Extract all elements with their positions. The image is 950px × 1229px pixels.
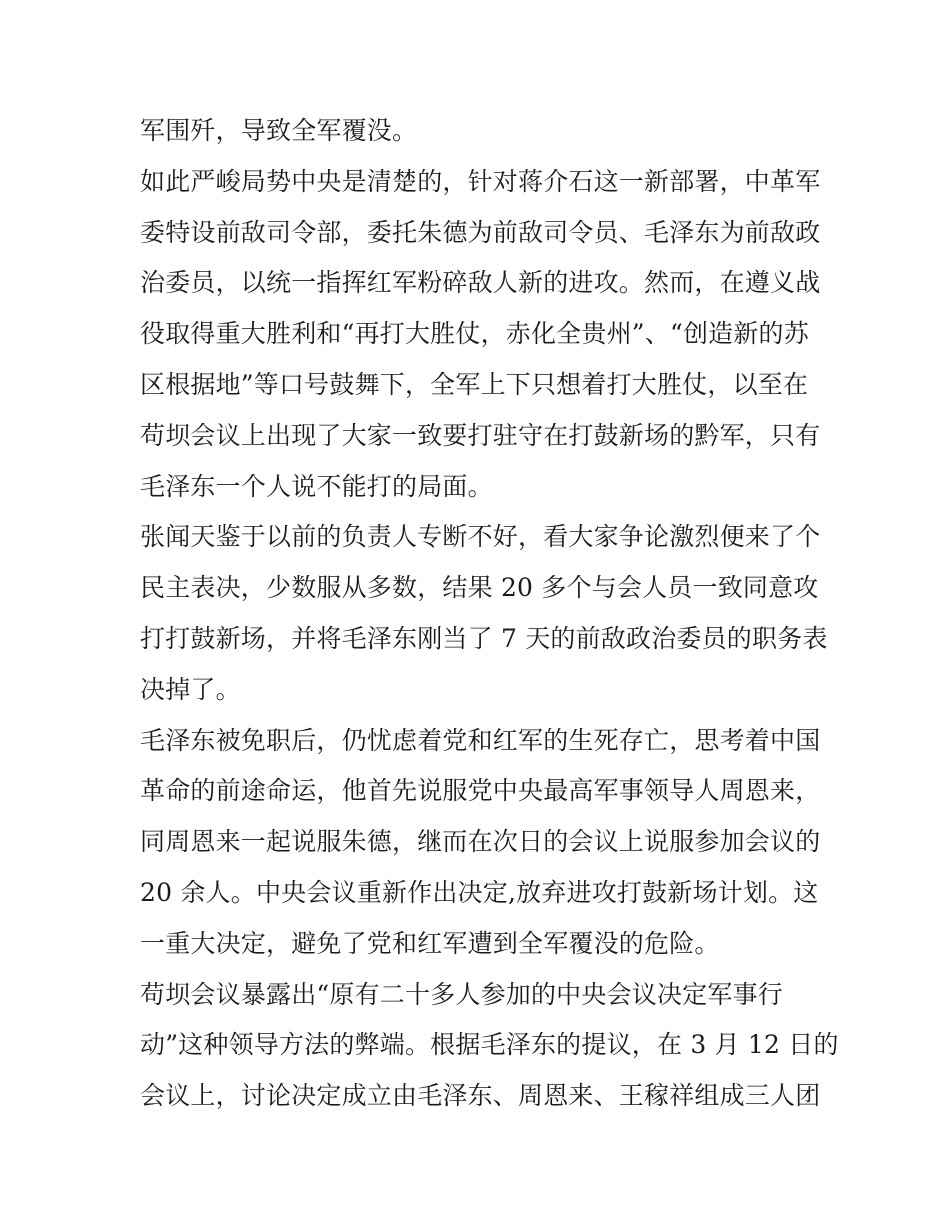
text-line: 20 余人。中央会议重新作出决定,放弃进攻打鼓新场计划。这 bbox=[140, 877, 819, 907]
text-line: 治委员，以统一指挥红军粉碎敌人新的进攻。然而，在遵义战 bbox=[140, 268, 821, 298]
text-line: 区根据地”等口号鼓舞下，全军上下只想着打大胜仗，以至在 bbox=[140, 369, 809, 399]
text-line: 张闻天鉴于以前的负责人专断不好，看大家争论激烈便来了个 bbox=[140, 522, 821, 552]
text-line: 同周恩来一起说服朱德，继而在次日的会议上说服参加会议的 bbox=[140, 827, 821, 857]
text-line: 如此严峻局势中央是清楚的，针对蒋介石这一新部署，中革军 bbox=[140, 166, 821, 196]
text-line: 会议上，讨论决定成立由毛泽东、周恩来、王稼祥组成三人团 bbox=[140, 1081, 821, 1111]
text-line: 毛泽东一个人说不能打的局面。 bbox=[140, 471, 493, 501]
body-text bbox=[140, 106, 839, 1122]
text-line: 决掉了。 bbox=[140, 674, 241, 704]
text-line: 革命的前途命运，他首先说服党中央最高军事领导人周恩来， bbox=[140, 776, 821, 806]
text-line: 苟坝会议暴露出“原有二十多人参加的中央会议决定军事行 bbox=[140, 979, 783, 1009]
text-line: 打打鼓新场，并将毛泽东刚当了 7 天的前敌政治委员的职务表 bbox=[140, 623, 828, 653]
text-line: 毛泽东被免职后，仍忧虑着党和红军的生死存亡，思考着中国 bbox=[140, 725, 821, 755]
text-line: 一重大决定，避免了党和红军遭到全军覆没的危险。 bbox=[140, 928, 720, 958]
text-line: 民主表决，少数服从多数，结果 20 多个与会人员一致同意攻 bbox=[140, 573, 819, 603]
text-line: 苟坝会议上出现了大家一致要打驻守在打鼓新场的黔军，只有 bbox=[140, 420, 821, 450]
text-line: 动”这种领导方法的弊端。根据毛泽东的提议，在 3 月 12 日的 bbox=[140, 1030, 839, 1060]
text-line: 委特设前敌司令部，委托朱德为前敌司令员、毛泽东为前敌政 bbox=[140, 217, 821, 247]
text-line: 军围歼，导致全军覆没。 bbox=[140, 116, 418, 145]
text-line: 役取得重大胜利和“再打大胜仗，赤化全贵州”、“创造新的苏 bbox=[140, 319, 809, 349]
